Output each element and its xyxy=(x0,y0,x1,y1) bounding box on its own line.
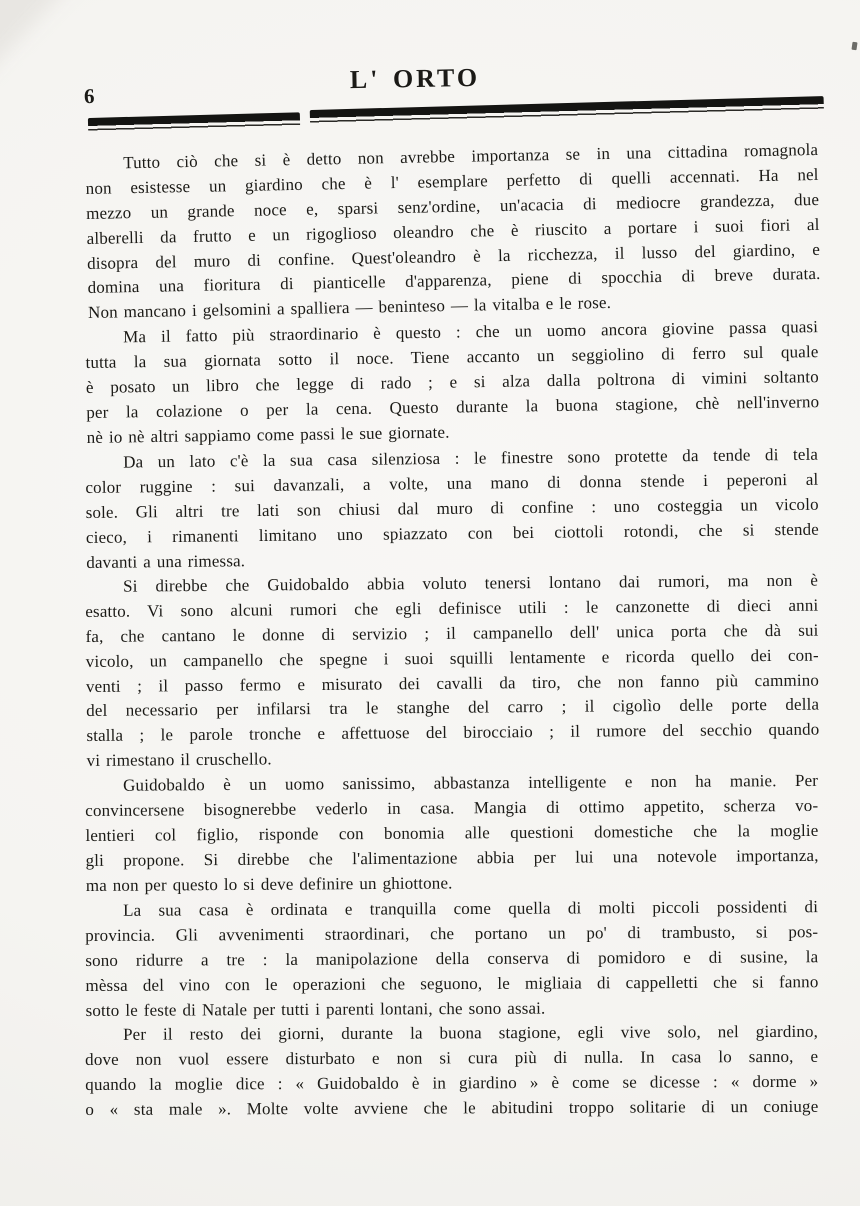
text-line: lentieri col figlio, risponde con bonomia alle questioni domestiche che la moglie xyxy=(85,820,819,846)
paragraph xyxy=(85,138,821,326)
text-line: o « sta male ». Molte volte avviene che le abitudini troppo solitarie di un coniuge xyxy=(85,1096,819,1119)
page-text xyxy=(85,139,821,1123)
rule-segment-left xyxy=(88,112,300,132)
text-line: del necessario per infilarsi tra le stanghe del carro ; il cigolìo delle porte della xyxy=(86,695,820,721)
text-line: Non mancano i gelsomini a spalliera — beninteso — la vitalba e le rose. xyxy=(87,293,612,323)
text-line: mezzo un grande noce e, sparsi senz'ordine, un'acacia di mediocre grandezza, due xyxy=(85,189,820,223)
paragraph xyxy=(85,769,819,899)
text-line: stalla ; le parole tronche e affettuose del birocciaio ; il rumore del secchio quando xyxy=(86,720,820,746)
text-line: La sua casa è ordinata e tranquilla come quella di molti piccoli possidenti di xyxy=(123,896,819,920)
text-line: tutta la sua giornata sotto il noce. Tiene accanto un seggiolino di ferro sul quale xyxy=(85,342,819,373)
text-line: domina una fioritura di pianticelle d'apparenza, piene di spocchia di breve durata. xyxy=(87,264,821,298)
text-line: provincia. Gli avvenimenti straordinari, che portano un po' di trambusto, si pos- xyxy=(85,921,819,945)
text-line: vicolo, un campanello che spegne i suoi squilli lentamente e ricorda quello dei con- xyxy=(85,645,819,671)
text-line: Tutto ciò che si è detto non avrebbe importanza se in una cittadina romagnola xyxy=(123,139,819,173)
rule-segment-right xyxy=(310,96,824,124)
text-line: esatto. Vi sono alcuni rumori che egli definisce utili : le canzonette di dieci anni xyxy=(85,595,819,622)
text-line: Ma il fatto più straordinario è questo : che un uomo ancora giovine passa quasi xyxy=(123,317,819,347)
text-line: per la colazione o per la cena. Questo durante la buona stagione, chè nell'inverno xyxy=(86,392,820,422)
paragraph xyxy=(85,315,820,450)
text-line: Guidobaldo è un uomo sanissimo, abbastanza intelligente e non ha manie. Per xyxy=(123,771,819,795)
text-line: Da un lato c'è la sua casa silenziosa : le finestre sono protette da tende di tela xyxy=(123,444,819,472)
paragraph xyxy=(85,569,820,775)
paragraph xyxy=(85,895,819,1023)
header-divider-rule xyxy=(88,96,824,130)
scan-edge-mark-artifact xyxy=(851,42,857,51)
text-line: vi rimestano il cruschello. xyxy=(86,749,272,771)
text-line: ma non per questo lo si deve definire un ghiottone. xyxy=(85,873,453,895)
text-line: sono ridurre a tre : la manipolazione della conserva di pomidoro e di susine, la xyxy=(85,946,819,970)
text-line: mèssa del vino con le operazioni che seguono, le migliaia di cappelletti che si fanno xyxy=(85,971,819,995)
text-line: convincersene bisognerebbe vederlo in casa. Mangia di ottimo appetito, scherza vo- xyxy=(85,796,819,821)
text-line: è posato un libro che legge di rado ; e si alza dalla poltrona di vimini soltanto xyxy=(85,367,819,398)
text-line: color ruggine : sui davanzali, a volte, una mano di donna stende i peperoni al xyxy=(85,469,819,497)
text-line: Per il resto dei giorni, durante la buona stagione, egli vive solo, nel giardino, xyxy=(123,1021,819,1045)
text-line: venti ; il passo fermo e misurato dei cavalli da tiro, che non fanno più cammino xyxy=(85,670,820,696)
text-line: Si direbbe che Guidobaldo abbia voluto tenersi lontano dai rumori, ma non è xyxy=(123,570,819,596)
text-line: fa, che cantano le donne di servizio ; il campanello dell' unica porta che dà sui xyxy=(85,620,819,646)
text-line: non esistesse un giardino che è l' esemplare perfetto di quelli accennati. Ha nel xyxy=(85,164,819,198)
text-line: nè io nè altri sappiamo come passi le sue giornate. xyxy=(86,422,450,447)
page-number: 6 xyxy=(83,83,96,109)
text-line: disopra del muro di confine. Quest'oleandro è la ricchezza, il lusso del giardino, e xyxy=(86,239,821,273)
paragraph xyxy=(85,1020,818,1123)
text-line: alberelli da frutto e un rigoglioso oleandro che è riuscito a portare i suoi fiori al xyxy=(86,214,820,248)
text-line: gli propone. Si direbbe che l'alimentazione abbia per lui una notevole importanza, xyxy=(85,845,819,870)
text-line: sole. Gli altri tre lati son chiusi dal muro di confine : uno costeggia un vicolo xyxy=(85,494,819,522)
text-line: quando la moglie dice : « Guidobaldo è in giardino » è come se dicesse : « dorme » xyxy=(85,1071,819,1094)
text-line: davanti a una rimessa. xyxy=(86,550,246,572)
page-title: L' ORTO xyxy=(349,62,481,95)
paragraph xyxy=(85,442,819,575)
text-line: sotto le feste di Natale per tutti i parenti lontani, che sono assai. xyxy=(85,997,546,1020)
text-line: cieco, i rimanenti limitano uno spiazzato con bei ciottoli rotondi, che si stende xyxy=(85,519,820,547)
text-line: dove non vuol essere disturbato e non si cura più di nulla. In casa lo sanno, e xyxy=(85,1046,819,1070)
